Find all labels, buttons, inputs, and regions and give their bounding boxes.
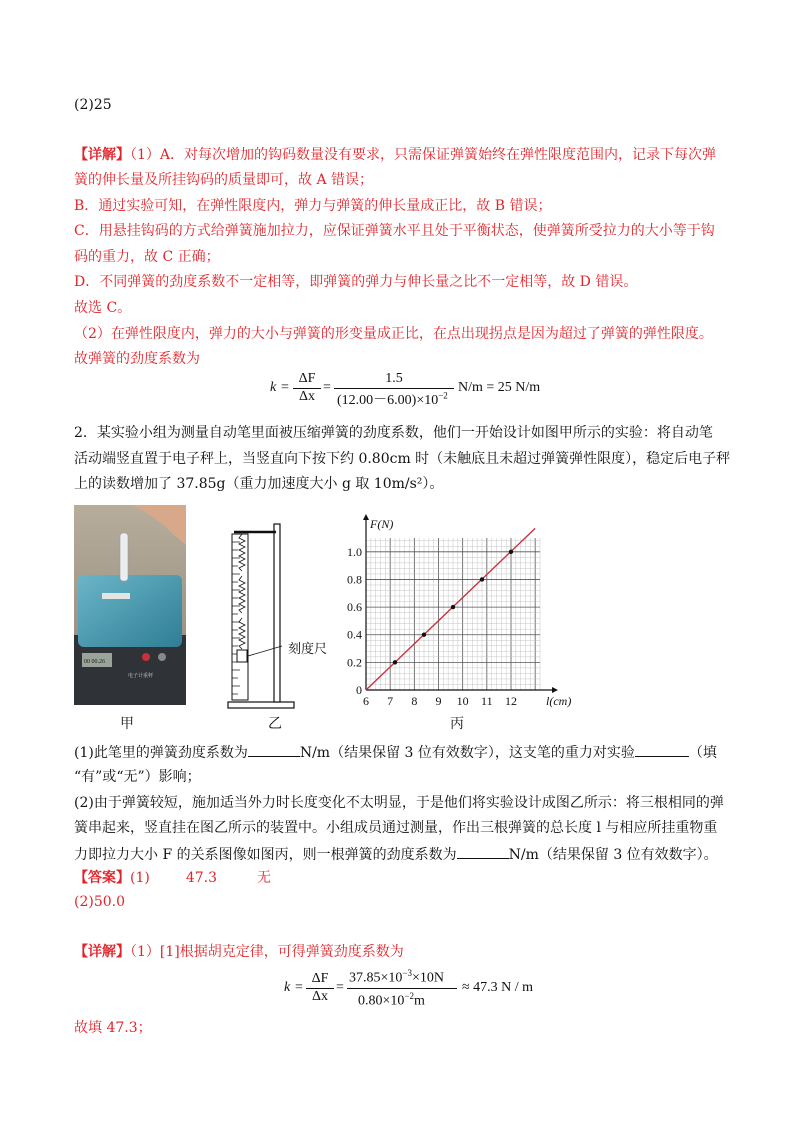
data-point [393,660,397,664]
caption-bing: 丙 [450,716,464,732]
answer-value: 无 [257,870,272,886]
detail-line: 故选 C。 [74,300,132,316]
eq-result: N/m = 25 N/m [458,380,541,395]
eq-symbol: k [284,980,291,995]
x-tick-label: 10 [456,694,469,708]
eq-denominator: $(12.00-6.00)\times 10^{-2}$ [337,390,448,408]
eq-sign: = [336,980,344,995]
detail-tag: 【详解】 [74,944,130,960]
answer-line: (2)50.0 [74,894,126,910]
detail-line: B．通过实验可知，在弹性限度内，弹力与弹簧的伸长量成正比，故 B 错误； [74,198,552,214]
x-tick-label: 12 [505,694,517,708]
y-axis-arrow [363,514,369,520]
eq-result: ≈ 47.3 N / m [462,980,534,995]
eq-numerator: 1.5 [385,371,403,386]
answer-blank[interactable] [635,742,689,757]
eq-numerator: ΔF [311,971,329,986]
data-point [480,577,484,581]
y-axis-label: F(N) [370,517,394,531]
eq-numerator: ΔF [298,371,316,386]
detail-line: C．用悬挂钩码的方式给弹簧施加拉力，应保证弹簧水平且处于平衡状态，使弹簧所受拉力的大小等于钩 [74,223,715,239]
question-part-2-cont: 力即拉力大小 F 的关系图像如图丙，则一根弹簧的劲度系数为 N/m（结果保留 3 位有效数字）。 [74,844,718,865]
previous-answer: (2)25 [74,97,112,113]
answer-blank[interactable] [248,742,300,757]
y-tick-label: 0.2 [347,655,362,670]
answer-blank[interactable] [457,844,509,859]
scale-photo-icon [74,505,186,705]
eq-symbol: k [270,380,277,395]
ruler-label: 刻度尺 [288,642,328,657]
data-point [422,633,426,637]
eq-numerator: $37.85\times 10^{-3}\times 10N$ [349,968,444,986]
x-tick-label: 7 [387,694,394,708]
figure-stand-diagram [220,520,340,710]
fraction-bar [347,988,457,989]
chart-svg [340,512,580,712]
data-point [509,550,513,554]
y-tick-label: 0.4 [347,627,362,642]
caption-yi: 乙 [268,716,282,732]
eq-sign: = [295,980,303,995]
x-axis-arrow [552,687,558,693]
eq-sign: = [281,380,289,395]
svg-text:电子计重秤: 电子计重秤 [128,674,154,679]
x-axis-label: l(cm) [546,694,572,708]
y-tick-label: 1.0 [347,544,362,559]
figure-force-length-chart [340,512,580,712]
question-part-2: (2)由于弹簧较短，施加适当外力时长度变化不太明显，于是他们将实验设计成图乙所示：将三根相同的弹 [74,795,724,811]
question-line: 上的读数增加了 37.85g（重力加速度大小 g 取 10m/s²）。 [74,476,444,492]
eq-denominator: $0.80\times 10^{-2}m$ [358,991,425,1009]
question-line: 2．某实验小组为测量自动笔里面被压缩弹簧的劲度系数，他们一开始设计如图甲所示的实验：将自动笔 [74,425,713,441]
y-tick-label: 0.8 [347,572,362,587]
detail-line: 码的重力，故 C 正确； [74,249,220,265]
question-line: 活动端竖直置于电子秤上，当竖直向下按下约 0.80cm 时（未触底且未超过弹簧弹性限度），稳定后电子秤 [74,451,731,467]
y-tick-label: 0 [356,683,362,697]
x-tick-label: 8 [411,694,418,708]
data-point [451,605,455,609]
detail-line: 故弹簧的劲度系数为 [74,351,200,367]
detail-line: 故填 47.3； [74,1020,152,1036]
eq-denominator: Δx [311,989,328,1004]
detail-text: （1）A．对每次增加的钩码数量没有要求，只需保证弹簧始终在弹性限度范围内，记录下每次弹 [130,147,717,163]
detail-line: 簧的伸长量及所挂钩码的质量即可，故 A 错误； [74,172,374,188]
detail-tag: 【详解】 [74,147,130,163]
eq-denominator: Δx [298,389,315,404]
x-tick-label: 9 [435,694,442,708]
x-tick-label: 6 [363,694,369,708]
detail-line: D．不同弹簧的劲度系数不一定相等，即弹簧的弹力与伸长量之比不一定相等，故 D 错误。 [74,274,638,290]
photo-pen-on-scale [74,505,186,705]
answer-value: 47.3 [185,870,218,886]
detail-paragraph-line [74,145,716,165]
detail-line: （2）在弹性限度内，弹力的大小与弹簧的形变量成正比，在点出现拐点是因为超过了弹簧的弹性限度。 [74,326,713,342]
svg-text:00 00.26: 00 00.26 [84,659,105,665]
caption-jia: 甲 [120,716,134,732]
y-tick-label: 0.6 [347,600,362,615]
detail-line: 【详解】（1）[1]根据胡克定律，可得弹簧劲度系数为 [74,944,404,960]
answer-line: 【答案】(1) 47.3 无 [74,870,272,886]
x-tick-label: 11 [481,694,493,708]
stand-ruler-icon [220,520,340,710]
eq-sign: = [323,380,331,395]
question-part-1: (1)此笔里的弹簧劲度系数为 N/m（结果保留 3 位有效数字），这支笔的重力对实验 （填 [74,742,717,763]
question-part-2-cont: 簧串起来，竖直挂在图乙所示的装置中。小组成员通过测量，作出三根弹簧的总长度 l 与相应所挂重物重 [74,820,718,836]
answer-tag: 【答案】 [74,870,130,886]
question-part-1-cont: “有”或“无”）影响； [74,769,201,785]
